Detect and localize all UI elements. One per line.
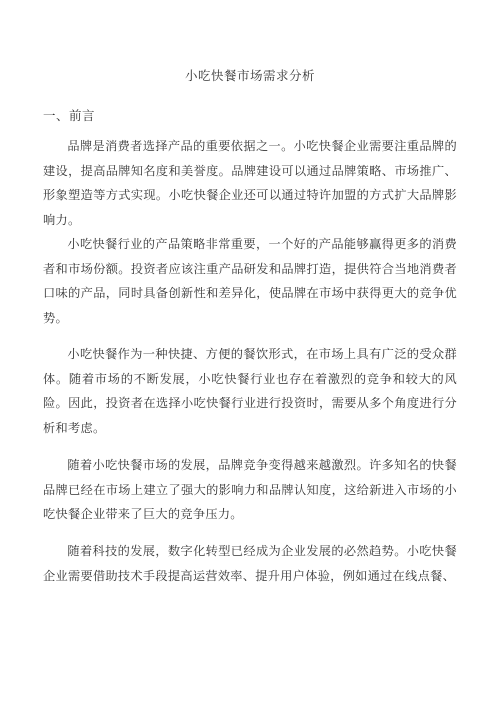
paragraph: 小吃快餐作为一种快捷、方便的餐饮形式，在市场上具有广泛的受众群体。随着市场的不断发展，小吃快餐行业也存在着激烈的竞争和较大的风险。因此，投资者在选择小吃快餐行业进行投资时，需要从多个角度进行分析和考虑。	[43, 347, 457, 435]
paragraph: 随着小吃快餐市场的发展，品牌竞争变得越来越激烈。许多知名的快餐品牌已经在市场上建立了强大的影响力和品牌认知度，这给新进入市场的小吃快餐企业带来了巨大的竞争压力。	[43, 458, 457, 521]
section-heading: 一、前言	[43, 108, 96, 123]
paragraph: 小吃快餐行业的产品策略非常重要，一个好的产品能够赢得更多的消费者和市场份额。投资者应该注重产品研发和品牌打造，提供符合当地消费者口味的产品，同时具备创新性和差异化，使品牌在市场中获得更大的竞争优势。	[43, 237, 457, 325]
document-title: 小吃快餐市场需求分析	[184, 68, 315, 83]
paragraph: 品牌是消费者选择产品的重要依据之一。小吃快餐企业需要注重品牌的建设，提高品牌知名度和美誉度。品牌建设可以通过品牌策略、市场推广、形象塑造等方式实现。小吃快餐企业还可以通过特许加盟的方式扩大品牌影响力。	[43, 139, 457, 227]
paragraph: 随着科技的发展，数字化转型已经成为企业发展的必然趋势。小吃快餐企业需要借助技术手段提高运营效率、提升用户体验，例如通过在线点餐、	[43, 544, 457, 583]
